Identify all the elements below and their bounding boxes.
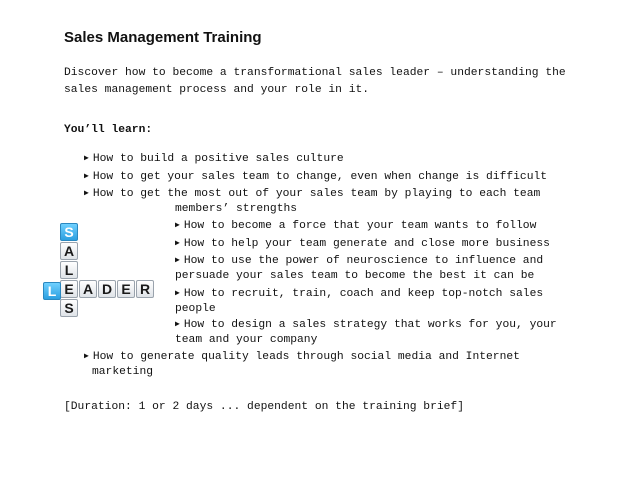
- letter-tile: E: [117, 280, 135, 298]
- list-item: ▶ How to use the power of neuroscience to influence and: [175, 253, 543, 270]
- triangle-bullet-icon: ▶: [175, 256, 180, 265]
- list-item-continuation: team and your company: [175, 334, 318, 346]
- list-item: ▶ How to get your sales team to change, even when change is difficult: [84, 169, 547, 186]
- list-item-continuation: members’ strengths: [175, 203, 298, 215]
- letter-tile: L: [43, 282, 61, 300]
- list-item: ▶ How to generate quality leads through social media and Internet: [84, 349, 520, 366]
- triangle-bullet-icon: ▶: [84, 352, 89, 361]
- triangle-bullet-icon: ▶: [84, 154, 89, 163]
- list-item: ▶ How to get the most out of your sales team by playing to each team: [84, 186, 540, 203]
- triangle-bullet-icon: ▶: [175, 221, 180, 230]
- list-item-continuation: persuade your sales team to become the best it can be: [175, 270, 535, 282]
- letter-tile: S: [60, 299, 78, 317]
- list-item-continuation: marketing: [92, 366, 154, 378]
- list-item: ▶ How to recruit, train, coach and keep top-notch sales: [175, 286, 543, 303]
- letter-tile: A: [79, 280, 97, 298]
- list-item: ▶ How to design a sales strategy that works for you, your: [175, 317, 557, 334]
- learn-heading: You’ll learn:: [64, 124, 153, 136]
- triangle-bullet-icon: ▶: [175, 289, 180, 298]
- letter-tile: A: [60, 242, 78, 260]
- sales-leader-tiles-graphic: [40, 220, 170, 330]
- list-item: ▶ How to help your team generate and close more business: [175, 236, 550, 253]
- triangle-bullet-icon: ▶: [175, 239, 180, 248]
- intro-paragraph: [64, 65, 566, 98]
- intro-line-2: sales management process and your role in it.: [64, 83, 370, 96]
- intro-line-1: Discover how to become a transformational sales leader – understanding the: [64, 67, 566, 79]
- list-item: ▶ How to become a force that your team wants to follow: [175, 218, 536, 235]
- letter-tile: L: [60, 261, 78, 279]
- letter-tile: D: [98, 280, 116, 298]
- triangle-bullet-icon: ▶: [84, 172, 89, 181]
- list-item-continuation: people: [175, 303, 216, 315]
- list-item: ▶ How to build a positive sales culture: [84, 151, 344, 168]
- letter-tile: E: [60, 280, 78, 298]
- letter-tile: S: [60, 223, 78, 241]
- triangle-bullet-icon: ▶: [84, 189, 89, 198]
- letter-tile: R: [136, 280, 154, 298]
- page-title: Sales Management Training: [64, 29, 262, 46]
- duration-note: [Duration: 1 or 2 days ... dependent on the training brief]: [64, 401, 464, 413]
- triangle-bullet-icon: ▶: [175, 320, 180, 329]
